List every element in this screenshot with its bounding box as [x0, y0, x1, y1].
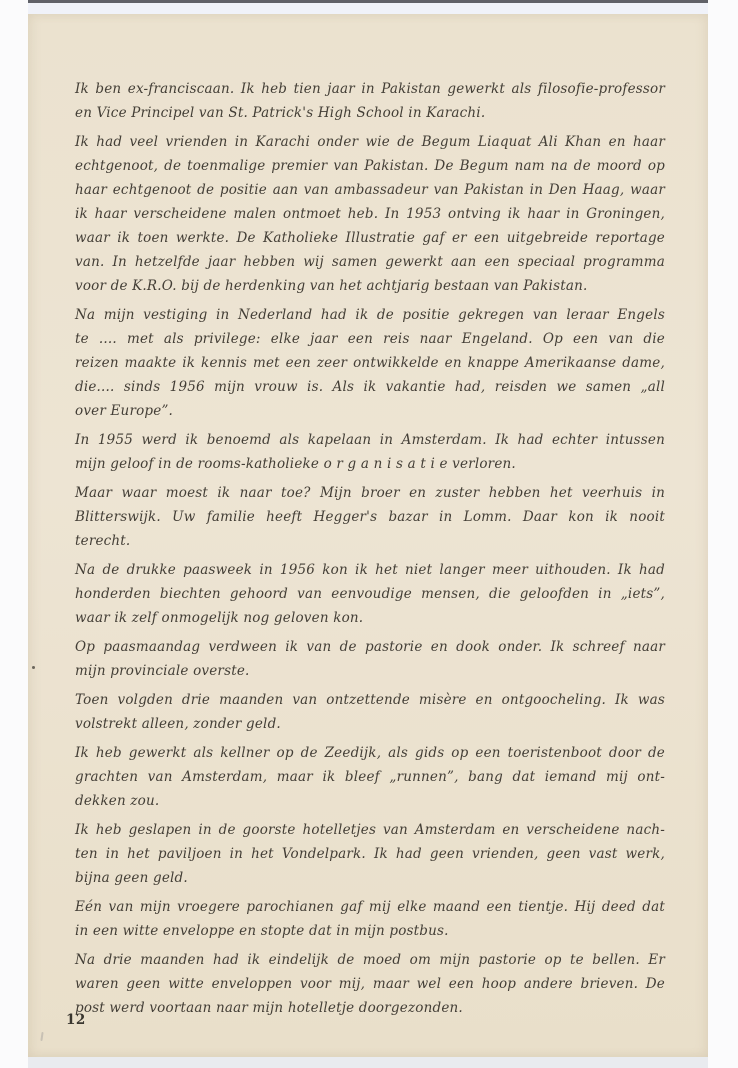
text-line: Na drie maanden had ik eindelijk de moed om mijn pastorie op te bellen. Er [75, 952, 665, 968]
text-line: reizen maakte ik kennis met een zeer ontwikkelde en knappe Amerikaanse dame, [75, 355, 665, 371]
paragraph [75, 635, 665, 683]
text-line: Na mijn vestiging in Nederland had ik de positie gekregen van leraar Engels [75, 307, 665, 323]
text-line: waar ik toen werkte. De Katholieke Illustratie gaf er een uitgebreide reportage [75, 230, 665, 246]
text-line: haar echtgenoot de positie aan van ambassadeur van Pakistan in Den Haag, waar [75, 182, 665, 198]
text-line: over Europe”. [75, 403, 174, 419]
page-bottom-edge-strip [28, 1057, 708, 1068]
scanned-book-page [28, 0, 708, 1068]
text-line: ten in het paviljoen in het Vondelpark. Ik had geen vrienden, geen vast werk, [75, 846, 665, 862]
paragraph [75, 688, 665, 736]
text-line: die.... sinds 1956 mijn vrouw is. Als ik vakantie had, reisden we samen „all [75, 379, 665, 395]
page-top-edge-strip [28, 3, 708, 14]
text-line: van. In hetzelfde jaar hebben wij samen gewerkt aan een speciaal programma [75, 254, 665, 270]
text-line: Ik ben ex-franciscaan. Ik heb tien jaar in Pakistan gewerkt als filosofie-professor [75, 81, 665, 97]
paragraph [75, 818, 665, 890]
paragraph [75, 77, 665, 125]
text-line: honderden biechten gehoord van eenvoudige mensen, die geloofden in „iets”, [75, 586, 665, 602]
text-line: dekken zou. [75, 793, 160, 809]
text-line: waar ik zelf onmogelijk nog geloven kon. [75, 610, 364, 626]
text-line: Maar waar moest ik naar toe? Mijn broer en zuster hebben het veerhuis in [75, 485, 665, 501]
paragraph [75, 303, 665, 423]
paragraph [75, 481, 665, 553]
paragraph [75, 948, 665, 1020]
text-line: Op paasmaandag verdween ik van de pastorie en dook onder. Ik schreef naar [75, 639, 665, 655]
text-line: Toen volgden drie maanden van ontzettende misère en ontgoocheling. Ik was [75, 692, 665, 708]
paragraph [75, 130, 665, 298]
text-line: bijna geen geld. [75, 870, 188, 886]
text-line: waren geen witte enveloppen voor mij, maar wel een hoop andere brieven. De [75, 976, 665, 992]
text-line: te .... met als privilege: elke jaar een reis naar Engeland. Op een van die [75, 331, 665, 347]
text-line: mijn geloof in de rooms-katholieke o r g a n i s a t i e verloren. [75, 456, 516, 472]
paragraph [75, 558, 665, 630]
text-line: Blitterswijk. Uw familie heeft Hegger's bazar in Lomm. Daar kon ik nooit [75, 509, 665, 525]
text-line: terecht. [75, 533, 131, 549]
text-line: In 1955 werd ik benoemd als kapelaan in Amsterdam. Ik had echter intussen [75, 432, 665, 448]
scan-speck-artifact [32, 666, 35, 669]
text-line: ik haar verscheidene malen ontmoet heb. In 1953 ontving ik haar in Groningen, [75, 206, 665, 222]
text-line: Na de drukke paasweek in 1956 kon ik het niet langer meer uithouden. Ik had [75, 562, 665, 578]
text-line: volstrekt alleen, zonder geld. [75, 716, 281, 732]
text-line: Ik heb geslapen in de goorste hotelletjes van Amsterdam en verscheidene nach- [75, 822, 665, 838]
text-line: grachten van Amsterdam, maar ik bleef „runnen”, bang dat iemand mij ont- [75, 769, 665, 785]
text-line: mijn provinciale overste. [75, 663, 250, 679]
text-line: en Vice Principel van St. Patrick's High School in Karachi. [75, 105, 486, 121]
text-line: Eén van mijn vroegere parochianen gaf mij elke maand een tientje. Hij deed dat [75, 899, 665, 915]
paragraph [75, 741, 665, 813]
text-line: Ik had veel vrienden in Karachi onder wie de Begum Liaquat Ali Khan en haar [75, 134, 665, 150]
body-text [75, 77, 665, 1020]
page-number: 12 [66, 1012, 86, 1028]
text-line: echtgenoot, de toenmalige premier van Pakistan. De Begum nam na de moord op [75, 158, 665, 174]
paragraph [75, 895, 665, 943]
text-line: voor de K.R.O. bij de herdenking van het achtjarig bestaan van Pakistan. [75, 278, 588, 294]
text-line: post werd voortaan naar mijn hotelletje doorgezonden. [75, 1000, 463, 1016]
text-line: Ik heb gewerkt als kellner op de Zeedijk, als gids op een toeristenboot door de [75, 745, 665, 761]
book-page-paper [28, 14, 708, 1057]
text-line: in een witte enveloppe en stopte dat in mijn postbus. [75, 923, 449, 939]
scan-corner-artifact [40, 1032, 43, 1041]
paragraph [75, 428, 665, 476]
